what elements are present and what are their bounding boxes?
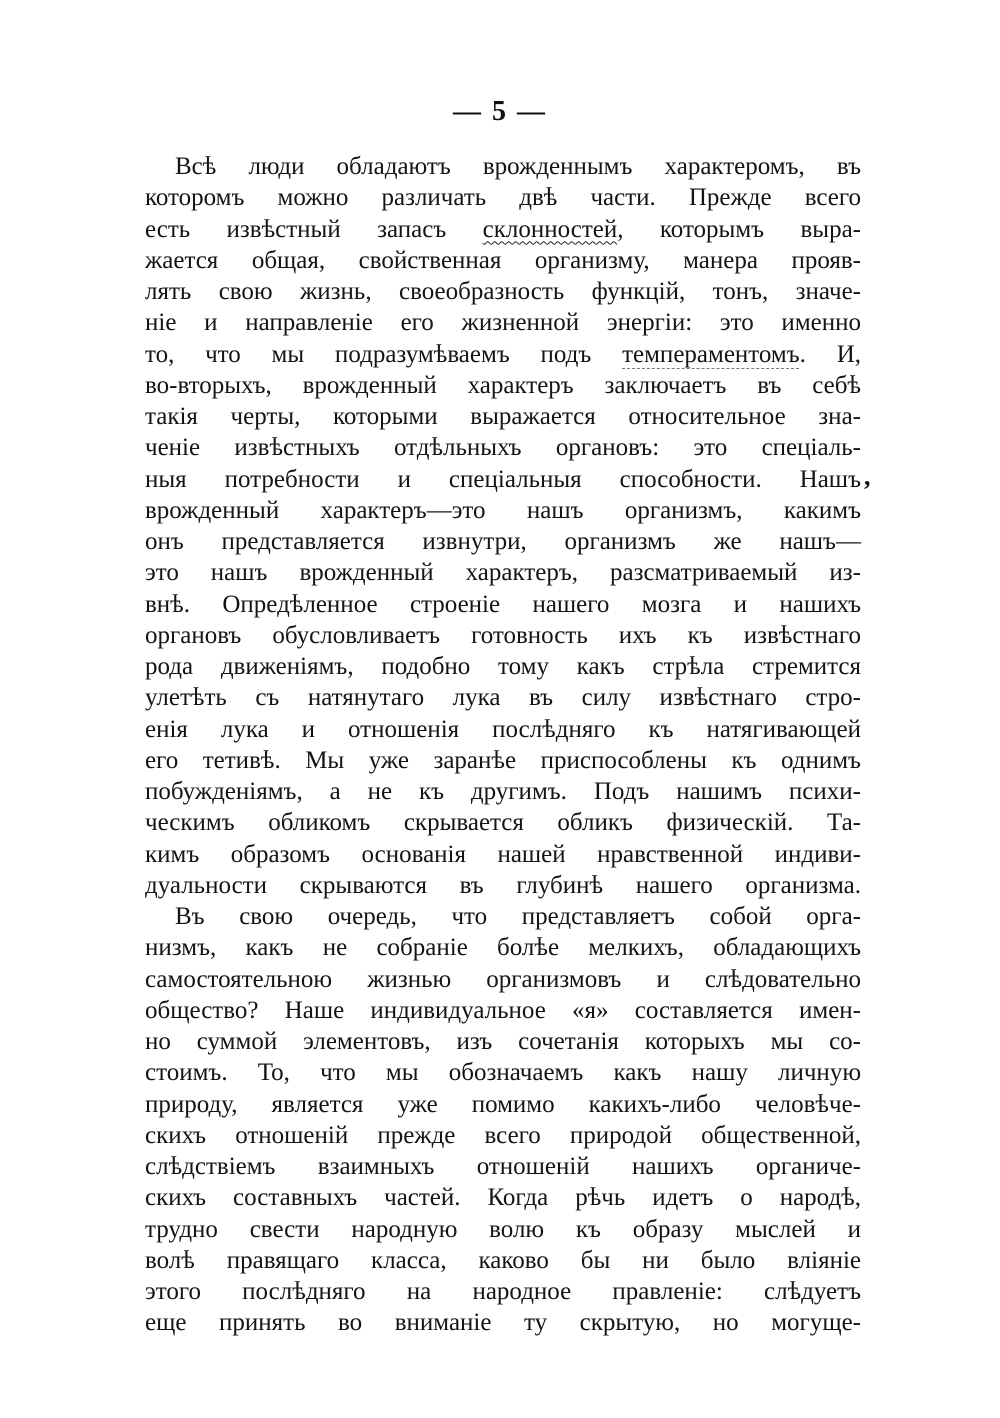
line-text: природу, является уже помимо какихъ-либо человѣче- <box>145 1090 861 1118</box>
line-text: ніе и направленіе его жизненной энергіи: это именно <box>145 309 861 337</box>
line-text-tail: . И, <box>799 340 861 368</box>
text-line <box>145 1307 861 1338</box>
line-text: рода движеніямъ, подобно тому какъ стрѣла стремится <box>145 653 861 680</box>
line-text: общество? Наше индивидуальное «я» составляется имен- <box>145 996 861 1024</box>
page-number: — 5 — <box>453 96 547 127</box>
line-text: этого послѣдняго на народное правленіе: слѣдуетъ <box>145 1278 861 1305</box>
text-line <box>145 1214 861 1245</box>
text-line <box>145 964 861 995</box>
text-line <box>145 995 861 1026</box>
line-text: еще принять во вниманіе ту скрытую, но могуще- <box>145 1309 861 1337</box>
line-text: такія черты, которыми выражается относительное зна- <box>145 403 861 430</box>
underlined-word: темпераментомъ <box>622 340 800 368</box>
text-line <box>145 682 861 713</box>
margin-annotation-mark: , <box>864 462 871 491</box>
text-line <box>145 432 861 463</box>
line-text: жается общая, свойственная организму, манера прояв- <box>145 246 861 274</box>
line-text: трудно свести народную волю къ образу мыслей и <box>145 1215 861 1243</box>
line-text: то, что мы подразумѣваемъ подъ <box>145 340 623 368</box>
line-text: самостоятельною жизнью организмовъ и слѣдовательно <box>145 965 861 993</box>
text-line <box>145 182 861 213</box>
line-text: волѣ правящаго класса, каково бы ни было вліяніе <box>145 1246 861 1274</box>
text-line <box>145 1151 861 1182</box>
line-text: онъ представляется извнутри, организмъ же нашъ— <box>145 528 861 555</box>
line-text: скихъ отношеній прежде всего природой общественной, <box>145 1121 861 1149</box>
line-text-tail: , которымъ выра- <box>617 215 861 243</box>
text-line <box>145 901 861 932</box>
text-line <box>145 1276 861 1307</box>
text-line <box>145 1057 861 1088</box>
text-line <box>145 807 861 838</box>
line-text: внѣ. Опредѣленное строеніе нашего мозга и нашихъ <box>145 590 861 618</box>
text-line <box>145 714 861 745</box>
text-line <box>145 745 861 776</box>
line-text: но суммой элементовъ, изъ сочетанія которыхъ мы со- <box>145 1028 861 1055</box>
text-line <box>145 1026 861 1057</box>
text-line <box>145 1182 861 1213</box>
line-text: ченіе извѣстныхъ отдѣльныхъ органовъ: это спеціаль- <box>145 434 861 462</box>
line-text: скихъ составныхъ частей. Когда рѣчь идетъ о народѣ, <box>145 1184 861 1212</box>
line-text: побужденіямъ, а не къ другимъ. Подъ нашимъ психи- <box>145 778 861 805</box>
text-line <box>145 464 861 495</box>
line-text: стоимъ. То, что мы обозначаемъ какъ нашу личную <box>145 1059 861 1087</box>
text-line <box>145 1089 861 1120</box>
paragraph <box>145 151 861 901</box>
text-line <box>145 151 861 182</box>
text-line <box>145 401 861 432</box>
line-text: кимъ образомъ основанія нашей нравственной индиви- <box>145 840 861 868</box>
line-text: Всѣ люди обладаютъ врожденнымъ характеромъ, въ <box>175 153 861 180</box>
text-line <box>145 495 861 526</box>
text-line <box>145 651 861 682</box>
line-text: его тетивѣ. Мы уже заранѣе приспособлены къ однимъ <box>145 746 861 774</box>
line-text: органовъ обусловливаетъ готовность ихъ къ извѣстнаго <box>145 621 861 649</box>
line-text: лять свою жизнь, своеобразность функцій, тонъ, значе- <box>145 278 861 305</box>
line-text: низмъ, какъ не собраніе болѣе мелкихъ, обладающихъ <box>145 934 861 962</box>
line-text: слѣдствіемъ взаимныхъ отношеній нашихъ органиче- <box>145 1153 861 1180</box>
text-line <box>145 839 861 870</box>
text-line <box>145 526 861 557</box>
text-line <box>145 307 861 338</box>
text-line <box>145 1245 861 1276</box>
text-line <box>145 339 861 370</box>
line-text: есть извѣстный запасъ <box>145 215 483 243</box>
body-text <box>145 151 861 1339</box>
line-text: енія лука и отношенія послѣдняго къ натягивающей <box>145 715 861 743</box>
text-line <box>145 214 861 245</box>
line-text: которомъ можно различать двѣ части. Прежде всего <box>145 184 861 212</box>
line-text: это нашъ врожденный характеръ, разсматриваемый из- <box>145 559 861 587</box>
text-line <box>145 557 861 588</box>
line-text: Въ свою очередь, что представляетъ собой орга- <box>175 903 861 930</box>
text-line <box>145 870 861 901</box>
text-line <box>145 245 861 276</box>
line-text: во-вторыхъ, врожденный характеръ заключаетъ въ себѣ <box>145 371 861 399</box>
text-line <box>145 776 861 807</box>
line-text: улетѣть съ натянутаго лука въ силу извѣстнаго стро- <box>145 684 861 712</box>
paragraph <box>145 901 861 1339</box>
underlined-word: склонностей <box>482 215 618 243</box>
line-text: ческимъ обликомъ скрывается обликъ физическій. Та- <box>145 809 861 837</box>
text-line <box>145 370 861 401</box>
text-line <box>145 620 861 651</box>
text-line <box>145 589 861 620</box>
line-text: дуальности скрываются въ глубинѣ нашего организма. <box>145 871 861 899</box>
line-text: ныя потребности и спеціальныя способности. Нашъ <box>145 465 861 493</box>
text-line <box>145 1120 861 1151</box>
line-text: врожденный характеръ—это нашъ организмъ, какимъ <box>145 496 861 524</box>
text-line <box>145 932 861 963</box>
text-line <box>145 276 861 307</box>
